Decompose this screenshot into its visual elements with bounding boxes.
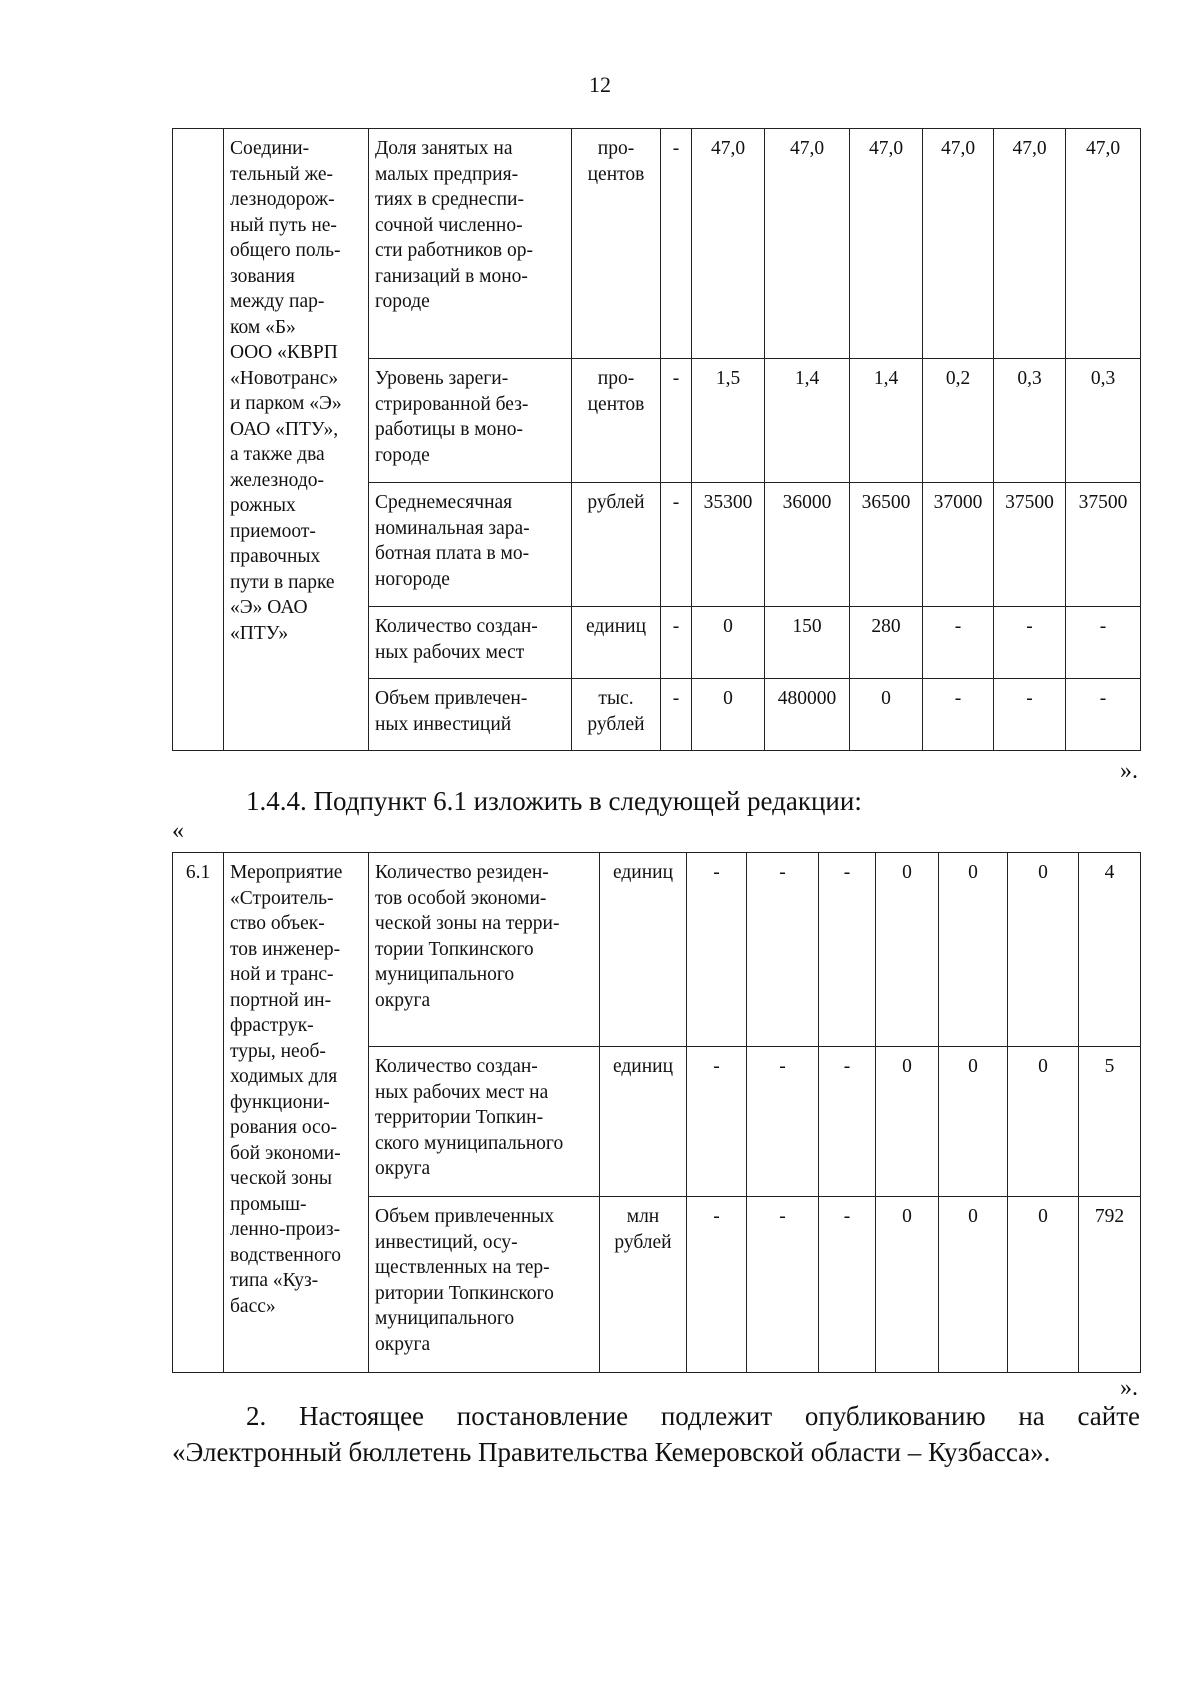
row-number-cell: 6.1 xyxy=(173,853,224,1373)
value-cell: - xyxy=(661,607,692,679)
value-cell: 0,3 xyxy=(1066,359,1141,483)
value-cell: 0 xyxy=(1008,1047,1079,1197)
value-cell: - xyxy=(747,1197,819,1373)
value-cell: - xyxy=(687,853,747,1047)
value-cell: 0 xyxy=(876,1197,939,1373)
value-cell: 37500 xyxy=(1066,483,1141,607)
indicator-cell: Количество создан- ных рабочих мест xyxy=(369,607,572,679)
value-cell: 47,0 xyxy=(1066,129,1141,359)
value-cell: 47,0 xyxy=(994,129,1066,359)
indicator-cell: Среднемесячная номинальная зара- ботная плата в мо- ногороде xyxy=(369,483,572,607)
opening-quote: « xyxy=(172,818,184,844)
value-cell: - xyxy=(819,1197,876,1373)
value-cell: - xyxy=(819,1047,876,1197)
closing-quote: ». xyxy=(1120,1375,1138,1401)
value-cell: - xyxy=(661,129,692,359)
value-cell: - xyxy=(819,853,876,1047)
value-cell: 47,0 xyxy=(850,129,923,359)
value-cell: 47,0 xyxy=(923,129,994,359)
publication-paragraph-line-2: «Электронный бюллетень Правительства Кемеровской области – Кузбасса». xyxy=(172,1437,1051,1467)
value-cell: 47,0 xyxy=(765,129,850,359)
value-cell: - xyxy=(687,1047,747,1197)
value-cell: 35300 xyxy=(692,483,765,607)
unit-cell: единиц xyxy=(600,853,687,1047)
value-cell: - xyxy=(1066,607,1141,679)
value-cell: 1,5 xyxy=(692,359,765,483)
project-cell: Соедини- тельный же- лезнодорож- ный путь не- общего поль- зования между пар- ком «Б» ООО «КВРП «Новотранс» и парком «Э» ОАО «ПТУ», а также два железнодо- рожных приемоот- правочных пути в парке «Э» ОАО «ПТУ» xyxy=(224,129,369,751)
indicators-table-2 xyxy=(172,852,1141,1373)
row-number-cell xyxy=(173,129,224,751)
value-cell: 0 xyxy=(1008,853,1079,1047)
closing-quote: ». xyxy=(1120,758,1138,784)
value-cell: 37500 xyxy=(994,483,1066,607)
value-cell: - xyxy=(923,679,994,751)
value-cell: - xyxy=(994,607,1066,679)
value-cell: 0 xyxy=(939,1197,1008,1373)
value-cell: 792 xyxy=(1079,1197,1141,1373)
value-cell: - xyxy=(747,1047,819,1197)
value-cell: 0 xyxy=(939,1047,1008,1197)
project-cell: Мероприятие «Строитель- ство объек- тов инженер- ной и транс- портной ин- фраструк- туры, необ- ходимых для функциони- рования осо- бой экономи- ческой зоны промыш- ленно-произ- водственного типа «Куз- басс» xyxy=(224,853,369,1373)
value-cell: 1,4 xyxy=(850,359,923,483)
value-cell: 480000 xyxy=(765,679,850,751)
value-cell: 0 xyxy=(876,1047,939,1197)
value-cell: 0,2 xyxy=(923,359,994,483)
unit-cell: единиц xyxy=(572,607,661,679)
value-cell: 280 xyxy=(850,607,923,679)
indicators-table-1 xyxy=(172,128,1141,751)
value-cell: 36500 xyxy=(850,483,923,607)
page-number: 12 xyxy=(589,72,611,97)
unit-cell: единиц xyxy=(600,1047,687,1197)
value-cell: 1,4 xyxy=(765,359,850,483)
value-cell: 5 xyxy=(1079,1047,1141,1197)
indicator-cell: Доля занятых на малых предприя- тиях в среднеспи- сочной численно- сти работников ор- ганизаций в моно- городе xyxy=(369,129,572,359)
unit-cell: тыс. рублей xyxy=(572,679,661,751)
value-cell: 0 xyxy=(850,679,923,751)
value-cell: 47,0 xyxy=(692,129,765,359)
value-cell: 0 xyxy=(939,853,1008,1047)
unit-cell: про- центов xyxy=(572,359,661,483)
value-cell: 36000 xyxy=(765,483,850,607)
indicator-cell: Количество создан- ных рабочих мест на территории Топкин- ского муниципального округа xyxy=(369,1047,600,1197)
value-cell: - xyxy=(661,679,692,751)
value-cell: - xyxy=(687,1197,747,1373)
publication-paragraph-line-1: 2. Настоящее постановление подлежит опубликованию на сайте xyxy=(246,1401,1140,1431)
table-row xyxy=(173,853,1141,1047)
value-cell: 0 xyxy=(692,679,765,751)
value-cell: 0 xyxy=(692,607,765,679)
indicator-cell: Уровень зареги- стрированной без- работицы в моно- городе xyxy=(369,359,572,483)
value-cell: - xyxy=(747,853,819,1047)
value-cell: - xyxy=(661,359,692,483)
value-cell: - xyxy=(661,483,692,607)
indicator-cell: Объем привлечен- ных инвестиций xyxy=(369,679,572,751)
table-row xyxy=(173,129,1141,359)
value-cell: 0,3 xyxy=(994,359,1066,483)
value-cell: 4 xyxy=(1079,853,1141,1047)
unit-cell: про- центов xyxy=(572,129,661,359)
value-cell: - xyxy=(1066,679,1141,751)
value-cell: 0 xyxy=(1008,1197,1079,1373)
value-cell: - xyxy=(994,679,1066,751)
value-cell: 37000 xyxy=(923,483,994,607)
indicator-cell: Объем привлеченных инвестиций, осу- ществленных на тер- ритории Топкинского муниципального округа xyxy=(369,1197,600,1373)
value-cell: 150 xyxy=(765,607,850,679)
value-cell: 0 xyxy=(876,853,939,1047)
value-cell: - xyxy=(923,607,994,679)
unit-cell: млн рублей xyxy=(600,1197,687,1373)
unit-cell: рублей xyxy=(572,483,661,607)
section-heading: 1.4.4. Подпункт 6.1 изложить в следующей редакции: xyxy=(246,786,862,816)
indicator-cell: Количество резиден- тов особой экономи- ческой зоны на терри- тории Топкинского муниципального округа xyxy=(369,853,600,1047)
